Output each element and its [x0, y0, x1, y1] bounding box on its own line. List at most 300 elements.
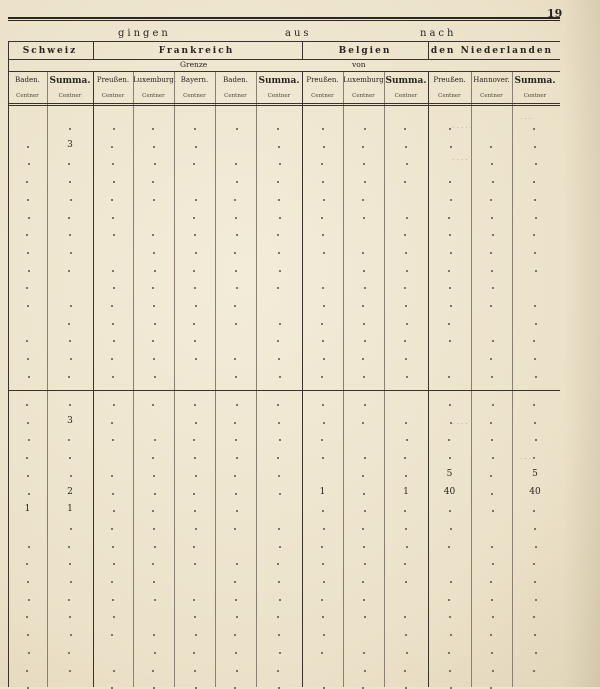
- table-cell-empty: [278, 581, 280, 583]
- table-cell-empty: [492, 670, 494, 672]
- ledger-page: 19 gingen aus nach Schweiz Frankreich Belgien den Niederlanden Grenze von Baden. Centner Summa. Centner Preußen. Centner Luxemburg. Centner Bayern. Centner Baden. Centner Summa. Centner Preußen. Centner Luxemburg. Centner Summa. Centner Preußen. Centner Hannover. Centner Summa. Centner 3 3 5 5 2 1 1 40 40 1 1 · · · · · · · · · · · · · · · · · · · ·: [0, 0, 600, 687]
- table-cell-empty: [492, 563, 494, 565]
- table-cell-empty: [405, 252, 407, 254]
- table-cell-empty: [236, 287, 238, 289]
- table-cell-empty: [362, 305, 364, 307]
- table-cell-empty: [26, 616, 28, 618]
- table-cell-empty: [364, 287, 366, 289]
- table-cell-empty: [234, 199, 236, 201]
- table-cell-empty: [278, 422, 280, 424]
- heading-gingen: gingen: [118, 28, 171, 39]
- table-cell-empty: [448, 439, 450, 441]
- table-cell-empty: [234, 581, 236, 583]
- table-cell-empty: [236, 234, 238, 236]
- table-cell-empty: [363, 546, 365, 548]
- table-cell-empty: [277, 234, 279, 236]
- table-cell-empty: [533, 670, 535, 672]
- table-cell-empty: [68, 323, 70, 325]
- table-cell-empty: [113, 510, 115, 512]
- table-cell-empty: [152, 563, 154, 565]
- table-cell-empty: [27, 146, 29, 148]
- table-cell-empty: [279, 439, 281, 441]
- table-cell-empty: [194, 128, 196, 130]
- table-cell-empty: [236, 181, 238, 183]
- column-divider: [428, 72, 429, 687]
- table-cell-empty: [323, 146, 325, 148]
- table-cell-empty: [492, 181, 494, 183]
- table-cell-empty: [236, 616, 238, 618]
- table-cell-empty: [279, 217, 281, 219]
- table-cell-empty: [195, 252, 197, 254]
- table-cell-empty: [362, 581, 364, 583]
- table-cell-empty: [490, 305, 492, 307]
- table-cell-empty: [69, 670, 71, 672]
- column-divider: [471, 72, 472, 687]
- table-cell-empty: [277, 670, 279, 672]
- table-cell-empty: [323, 634, 325, 636]
- table-cell-empty: [111, 358, 113, 360]
- table-cell-empty: [492, 616, 494, 618]
- table-cell-empty: [321, 323, 323, 325]
- region-divider: [302, 41, 303, 59]
- column-header-summa: Summa.: [514, 76, 556, 86]
- table-cell-empty: [154, 376, 156, 378]
- column-header-baden: Baden.: [223, 76, 248, 84]
- table-cell-empty: [491, 599, 493, 601]
- table-cell-empty: [490, 422, 492, 424]
- table-cell-empty: [404, 128, 406, 130]
- table-cell-empty: [28, 376, 30, 378]
- table-cell-empty: [363, 163, 365, 165]
- table-cell-empty: [195, 475, 197, 477]
- column-unit: Centner: [523, 93, 547, 99]
- table-cell-empty: [362, 358, 364, 360]
- table-cell-empty: [362, 475, 364, 477]
- table-cell-empty: [234, 252, 236, 254]
- table-cell-value: 40: [443, 486, 456, 497]
- table-cell-empty: [154, 439, 156, 441]
- table-cell-empty: [154, 163, 156, 165]
- table-cell-empty: [492, 510, 494, 512]
- table-cell-empty: [535, 163, 537, 165]
- table-cell-empty: [112, 599, 114, 601]
- table-cell-empty: [193, 270, 195, 272]
- table-cell-empty: [535, 323, 537, 325]
- table-cell-empty: [321, 546, 323, 548]
- table-cell-empty: [406, 163, 408, 165]
- table-cell-empty: [27, 581, 29, 583]
- table-cell-value: 1: [403, 486, 409, 497]
- table-cell-empty: [406, 439, 408, 441]
- table-cell-empty: [322, 287, 324, 289]
- column-header-bayern: Bayern.: [180, 76, 209, 84]
- table-cell-empty: [534, 252, 536, 254]
- table-cell-empty: [70, 252, 72, 254]
- table-cell-empty: [364, 670, 366, 672]
- table-cell-empty: [26, 563, 28, 565]
- table-cell-empty: [491, 439, 493, 441]
- column-header-baden: Baden.: [15, 76, 40, 84]
- table-cell-empty: [235, 217, 237, 219]
- table-cell-empty: [235, 652, 237, 654]
- table-cell-empty: [322, 457, 324, 459]
- table-cell-empty: [492, 340, 494, 342]
- table-cell-empty: [533, 616, 535, 618]
- table-cell-empty: [535, 599, 537, 601]
- table-cell-empty: [68, 652, 70, 654]
- table-cell-empty: [194, 510, 196, 512]
- table-cell-empty: [26, 287, 28, 289]
- table-cell-empty: [153, 581, 155, 583]
- table-cell-empty: [26, 404, 28, 406]
- table-cell-empty: [363, 599, 365, 601]
- table-cell-empty: [194, 457, 196, 459]
- table-cell-empty: [26, 670, 28, 672]
- table-cell-empty: [193, 493, 195, 495]
- column-divider: [512, 72, 513, 687]
- table-cell-empty: [277, 404, 279, 406]
- table-cell-empty: [69, 340, 71, 342]
- column-unit: Centner: [352, 93, 375, 99]
- table-cell-empty: [404, 181, 406, 183]
- table-cell-empty: [278, 146, 280, 148]
- column-header-summa: Summa.: [385, 76, 427, 86]
- table-cell-empty: [28, 493, 30, 495]
- table-cell-empty: [323, 528, 325, 530]
- table-cell-empty: [195, 528, 197, 530]
- table-cell-empty: [404, 563, 406, 565]
- column-divider: [93, 72, 94, 687]
- table-cell-empty: [491, 376, 493, 378]
- table-cell-empty: [278, 634, 280, 636]
- table-cell-empty: [28, 546, 30, 548]
- table-cell-empty: [153, 199, 155, 201]
- table-cell-empty: [322, 510, 324, 512]
- table-cell-empty: [322, 340, 324, 342]
- table-cell-empty: [152, 128, 154, 130]
- table-cell-empty: [406, 546, 408, 548]
- table-cell-empty: [152, 340, 154, 342]
- table-cell-empty: [323, 422, 325, 424]
- table-cell-empty: [364, 457, 366, 459]
- table-cell-empty: [448, 217, 450, 219]
- table-cell-empty: [113, 234, 115, 236]
- column-unit: Centner: [142, 93, 165, 99]
- table-cell-empty: [404, 457, 406, 459]
- column-divider: [174, 72, 175, 687]
- table-cell-value: 1: [67, 504, 73, 515]
- table-cell-empty: [492, 234, 494, 236]
- table-cell-empty: [490, 252, 492, 254]
- table-cell-empty: [28, 652, 30, 654]
- table-cell-empty: [405, 475, 407, 477]
- table-cell-empty: [112, 217, 114, 219]
- table-cell-empty: [362, 528, 364, 530]
- heading-aus: aus: [285, 28, 312, 39]
- table-cell-empty: [69, 563, 71, 565]
- column-header-summa: Summa.: [258, 76, 300, 86]
- column-header-preuen: Preußen.: [306, 76, 339, 84]
- table-cell-empty: [69, 128, 71, 130]
- table-cell-empty: [323, 305, 325, 307]
- table-cell-empty: [279, 546, 281, 548]
- table-cell-empty: [112, 270, 114, 272]
- column-unit: Centner: [16, 93, 39, 99]
- table-cell-empty: [321, 376, 323, 378]
- table-cell-empty: [533, 234, 535, 236]
- table-cell-empty: [28, 163, 30, 165]
- table-cell-empty: [490, 146, 492, 148]
- table-cell-empty: [235, 323, 237, 325]
- table-cell-empty: [279, 493, 281, 495]
- table-cell-empty: [279, 270, 281, 272]
- table-cell-empty: [28, 270, 30, 272]
- table-cell-empty: [279, 599, 281, 601]
- table-cell-empty: [152, 181, 154, 183]
- table-cell-empty: [236, 670, 238, 672]
- table-cell-empty: [406, 652, 408, 654]
- table-cell-empty: [363, 323, 365, 325]
- sub-grenze: Grenze: [180, 60, 208, 69]
- table-cell-empty: [234, 358, 236, 360]
- table-cell-empty: [449, 670, 451, 672]
- table-cell-empty: [112, 163, 114, 165]
- table-cell-empty: [68, 217, 70, 219]
- table-cell-empty: [278, 252, 280, 254]
- table-cell-empty: [152, 404, 154, 406]
- table-cell-empty: [363, 270, 365, 272]
- table-cell-empty: [154, 546, 156, 548]
- table-cell-empty: [277, 128, 279, 130]
- table-cell-empty: [27, 358, 29, 360]
- table-cell-empty: [69, 404, 71, 406]
- table-cell-empty: [533, 563, 535, 565]
- table-cell-empty: [534, 305, 536, 307]
- table-cell-empty: [448, 652, 450, 654]
- table-cell-empty: [448, 376, 450, 378]
- table-cell-empty: [492, 404, 494, 406]
- table-cell-empty: [194, 563, 196, 565]
- table-cell-empty: [154, 270, 156, 272]
- table-cell-empty: [490, 358, 492, 360]
- table-cell-empty: [406, 217, 408, 219]
- table-cell-value: 1: [24, 504, 31, 515]
- table-cell-empty: [236, 128, 238, 130]
- heading-nach: nach: [420, 28, 457, 39]
- table-cell-empty: [279, 323, 281, 325]
- rule-sub: [8, 71, 560, 72]
- table-cell-empty: [363, 217, 365, 219]
- region-divider: [93, 41, 94, 59]
- table-cell-empty: [68, 163, 70, 165]
- table-cell-empty: [279, 652, 281, 654]
- table-cell-empty: [236, 457, 238, 459]
- table-cell-empty: [449, 181, 451, 183]
- table-cell-empty: [491, 546, 493, 548]
- table-cell-empty: [234, 305, 236, 307]
- table-cell-empty: [405, 358, 407, 360]
- table-cell-empty: [406, 270, 408, 272]
- table-cell-empty: [26, 340, 28, 342]
- table-cell-empty: [450, 252, 452, 254]
- table-cell-empty: [26, 181, 28, 183]
- table-cell-empty: [193, 599, 195, 601]
- region-frankreich: Frankreich: [158, 46, 235, 56]
- table-cell-empty: [236, 404, 238, 406]
- table-cell-empty: [448, 546, 450, 548]
- table-cell-empty: [194, 234, 196, 236]
- table-cell-empty: [277, 563, 279, 565]
- table-cell-empty: [28, 599, 30, 601]
- table-cell-empty: [234, 634, 236, 636]
- table-cell-empty: [323, 358, 325, 360]
- table-left-border: [8, 41, 9, 687]
- table-cell-empty: [322, 181, 324, 183]
- table-cell-empty: [194, 404, 196, 406]
- table-cell-empty: [362, 146, 364, 148]
- table-cell-empty: [195, 634, 197, 636]
- table-cell-empty: [364, 616, 366, 618]
- table-cell-empty: [321, 163, 323, 165]
- table-cell-empty: [448, 270, 450, 272]
- table-cell-empty: [449, 287, 451, 289]
- table-cell-empty: [28, 217, 30, 219]
- table-cell-empty: [27, 252, 29, 254]
- column-unit: Centner: [267, 93, 291, 99]
- table-cell-empty: [406, 376, 408, 378]
- table-cell-empty: [27, 634, 29, 636]
- table-cell-value: 2: [67, 486, 73, 497]
- table-cell-empty: [450, 199, 452, 201]
- column-header-luxemburg: Luxemburg.: [133, 76, 176, 84]
- region-belgien: Belgien: [338, 46, 392, 56]
- table-cell-empty: [111, 475, 113, 477]
- table-cell-empty: [111, 146, 113, 148]
- table-cell-empty: [194, 670, 196, 672]
- table-cell-empty: [405, 146, 407, 148]
- column-unit: Centner: [438, 93, 461, 99]
- table-cell-empty: [362, 252, 364, 254]
- table-cell-empty: [364, 404, 366, 406]
- table-cell-empty: [533, 404, 535, 406]
- table-cell-empty: [111, 199, 113, 201]
- table-cell-empty: [491, 163, 493, 165]
- table-cell-empty: [449, 404, 451, 406]
- table-cell-empty: [153, 146, 155, 148]
- table-cell-empty: [68, 376, 70, 378]
- table-cell-empty: [450, 528, 452, 530]
- table-cell-empty: [490, 634, 492, 636]
- table-cell-empty: [450, 146, 452, 148]
- table-cell-empty: [323, 252, 325, 254]
- table-cell-empty: [364, 563, 366, 565]
- table-cell-empty: [450, 581, 452, 583]
- rule-header-bottom: [8, 103, 560, 104]
- table-cell-empty: [404, 340, 406, 342]
- table-cell-empty: [153, 475, 155, 477]
- column-header-summa: Summa.: [49, 76, 91, 86]
- table-cell-empty: [152, 457, 154, 459]
- table-cell-empty: [492, 457, 494, 459]
- table-cell-empty: [491, 652, 493, 654]
- rule-section-split: [8, 390, 560, 391]
- table-cell-empty: [406, 323, 408, 325]
- table-cell-empty: [279, 163, 281, 165]
- table-cell-empty: [236, 563, 238, 565]
- table-cell-empty: [70, 358, 72, 360]
- table-cell-empty: [277, 340, 279, 342]
- table-cell-empty: [535, 270, 537, 272]
- table-cell-empty: [534, 358, 536, 360]
- table-cell-empty: [490, 581, 492, 583]
- header-rule-inner: [8, 20, 560, 21]
- table-cell-empty: [277, 457, 279, 459]
- table-cell-empty: [112, 376, 114, 378]
- table-cell-empty: [195, 358, 197, 360]
- table-cell-value: 5: [532, 468, 538, 479]
- table-cell-empty: [535, 217, 537, 219]
- table-cell-empty: [112, 439, 114, 441]
- table-cell-empty: [535, 376, 537, 378]
- table-cell-empty: [193, 652, 195, 654]
- column-divider: [343, 72, 344, 687]
- table-cell-empty: [492, 287, 494, 289]
- table-cell-empty: [70, 528, 72, 530]
- table-cell-empty: [534, 146, 536, 148]
- table-cell-value: 1: [319, 486, 326, 497]
- table-cell-empty: [28, 439, 30, 441]
- table-cell-empty: [27, 475, 29, 477]
- table-cell-empty: [111, 634, 113, 636]
- table-cell-empty: [491, 270, 493, 272]
- table-cell-empty: [193, 323, 195, 325]
- table-cell-empty: [69, 457, 71, 459]
- column-unit: Centner: [183, 93, 206, 99]
- table-cell-empty: [491, 217, 493, 219]
- table-cell-empty: [405, 634, 407, 636]
- table-cell-empty: [112, 323, 114, 325]
- table-cell-empty: [323, 199, 325, 201]
- table-cell-empty: [236, 510, 238, 512]
- table-cell-empty: [322, 128, 324, 130]
- table-cell-empty: [235, 376, 237, 378]
- table-cell-empty: [277, 181, 279, 183]
- table-cell-empty: [404, 510, 406, 512]
- table-cell-empty: [533, 510, 535, 512]
- table-cell-empty: [153, 528, 155, 530]
- table-cell-empty: [113, 287, 115, 289]
- table-cell-empty: [278, 199, 280, 201]
- page-gutter-shadow: [564, 0, 600, 687]
- table-cell-empty: [279, 376, 281, 378]
- table-cell-empty: [321, 439, 323, 441]
- table-cell-empty: [363, 652, 365, 654]
- table-cell-empty: [194, 616, 196, 618]
- table-cell-empty: [113, 340, 115, 342]
- table-cell-empty: [490, 199, 492, 201]
- table-cell-empty: [278, 528, 280, 530]
- page-number: 19: [547, 7, 563, 20]
- table-cell-empty: [195, 199, 197, 201]
- table-cell-empty: [69, 234, 71, 236]
- table-cell-empty: [404, 287, 406, 289]
- table-cell-empty: [113, 404, 115, 406]
- table-cell-empty: [68, 599, 70, 601]
- table-cell-empty: [193, 546, 195, 548]
- table-cell-empty: [490, 475, 492, 477]
- table-cell-empty: [534, 422, 536, 424]
- table-cell-empty: [154, 652, 156, 654]
